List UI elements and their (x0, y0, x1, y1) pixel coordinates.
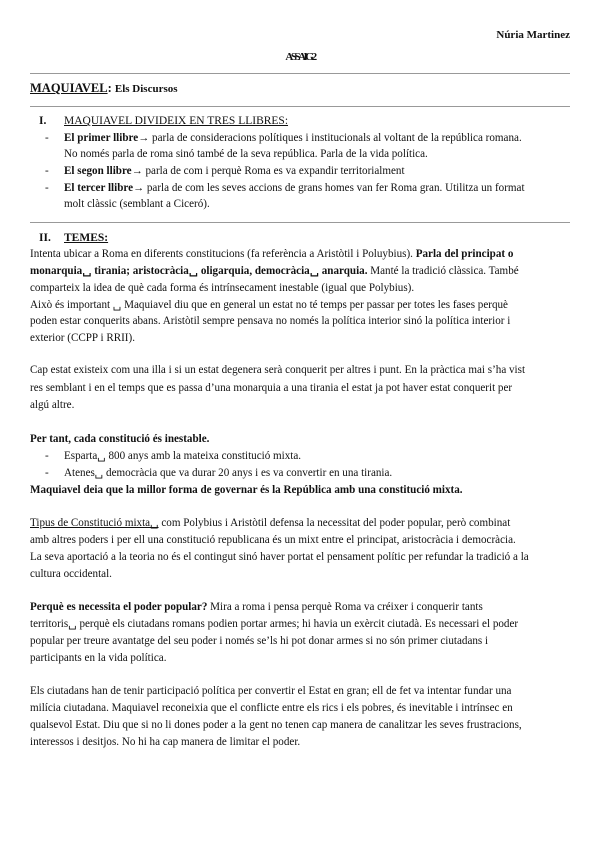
list-item: Atenes␣ democràcia que va durar 20 anys i es va convertir en una tirania. (64, 467, 393, 479)
paragraph-line: Cap estat existeix com una illa i si un estat degenera serà conquerit per altres i punt. En la pràctica mai s’ha vist (30, 364, 526, 376)
section-numeral: II. (39, 232, 51, 244)
paragraph-line: poden estar conquerits abans. Aristòtil sempre pensava no només la política interior sinó la política interior i (30, 315, 511, 327)
paragraph-line: algú altre. (30, 399, 75, 411)
paragraph-line: interessos i desitjos. No hi ha cap manera de limitar el poder. (30, 736, 301, 748)
paragraph-line: Això és important ␣ Maquiavel diu que en general un estat no té temps per passar per totes les fases perquè (30, 299, 508, 311)
list-item: El segon llibre→ parla de com i perquè Roma es va expandir territorialment (64, 165, 405, 177)
section-heading: TEMES: (64, 232, 109, 244)
divider (30, 106, 570, 107)
paragraph-line: monarquia␣ tirania; aristocràcia␣ oligarquia, democràcia␣ anarquia. Manté la tradició clàssica. També (30, 265, 519, 277)
author-name: Núria Martinez (496, 29, 570, 41)
paragraph-line: milícia ciutadana. Maquiavel reconeixia que el conflicte entre els rics i els pobres, és inevitable i intrínsec en (30, 702, 513, 714)
list-bullet: - (45, 450, 49, 462)
paragraph-line: Intenta ubicar a Roma en diferents constitucions (fa referència a Aristòtil i Poluybius). Parla del principat o (30, 248, 514, 260)
list-item-continuation: No només parla de roma sinó també de la seva república. Parla de la vida política. (64, 148, 428, 160)
paragraph-line: comparteix la idea de què cada forma és intrínsecament inestable (igual que Polybius). (30, 282, 415, 294)
list-bullet: - (45, 467, 49, 479)
paragraph-line: amb altres poders i per ell una constitució republicana és un mixt entre el principat, aristocràcia i democràcia. (30, 534, 516, 546)
document-title: MAQUIAVEL: Els Discursos (30, 81, 178, 95)
divider (30, 73, 570, 74)
list-item: El tercer llibre→ parla de com les seves accions de grans homes van fer Roma gran. Utilitza un format (64, 182, 525, 194)
paragraph-line: exterior (CCPP i RRII). (30, 332, 135, 344)
paragraph-line: Perquè es necessita el poder popular? Mira a roma i pensa perquè Roma va créixer i conquerir tants (30, 601, 483, 613)
paragraph-line: participants en la vida política. (30, 652, 167, 664)
list-item-continuation: molt clàssic (semblant a Ciceró). (64, 198, 210, 210)
paragraph-line: popular per treure avantatge del seu poder i només se’ls hi pot donar armes si no són primer ciutadans i (30, 635, 489, 647)
paragraph-line: cultura occidental. (30, 568, 112, 580)
essay-number: ASSAIG 2 (285, 51, 315, 63)
paragraph-line: Tipus de Constitució mixta␣ com Polybius i Aristòtil defensa la necessitat del poder popular, però combinat (30, 517, 511, 529)
paragraph-line: qualsevol Estat. Diu que si no li dones poder a la gent no tenen cap manera de canalitzar les seves frustracions, (30, 719, 522, 731)
paragraph-line: res semblant i en el temps que es passa d’una monarquia a una tirania el estat ja pot haver estat conquerit per (30, 382, 513, 394)
divider (30, 222, 570, 223)
list-bullet: - (45, 132, 49, 144)
paragraph-conclusion: Maquiavel deia que la millor forma de governar és la República amb una constitució mixta. (30, 484, 463, 496)
section-heading: MAQUIAVEL DIVIDEIX EN TRES LLIBRES: (64, 115, 289, 127)
list-bullet: - (45, 165, 49, 177)
list-item: Esparta␣ 800 anys amb la mateixa constitució mixta. (64, 450, 302, 462)
paragraph-line: territoris␣ perquè els ciutadans romans podien portar armes; hi havia un exèrcit ciutadà. Es necessari el poder (30, 618, 519, 630)
paragraph-heading: Per tant, cada constitució és inestable. (30, 433, 210, 445)
paragraph-line: La seva aportació a la teoria no és el contingut sinó haver portat el pensament polític per refundar la tradició a la (30, 551, 529, 563)
paragraph-line: Els ciutadans han de tenir participació política per convertir el Estat en gran; ell de fet va intentar fundar una (30, 685, 512, 697)
list-bullet: - (45, 182, 49, 194)
list-item: El primer llibre→ parla de consideracions polítiques i institucionals al voltant de la república romana. (64, 132, 522, 144)
section-numeral: I. (39, 115, 47, 127)
